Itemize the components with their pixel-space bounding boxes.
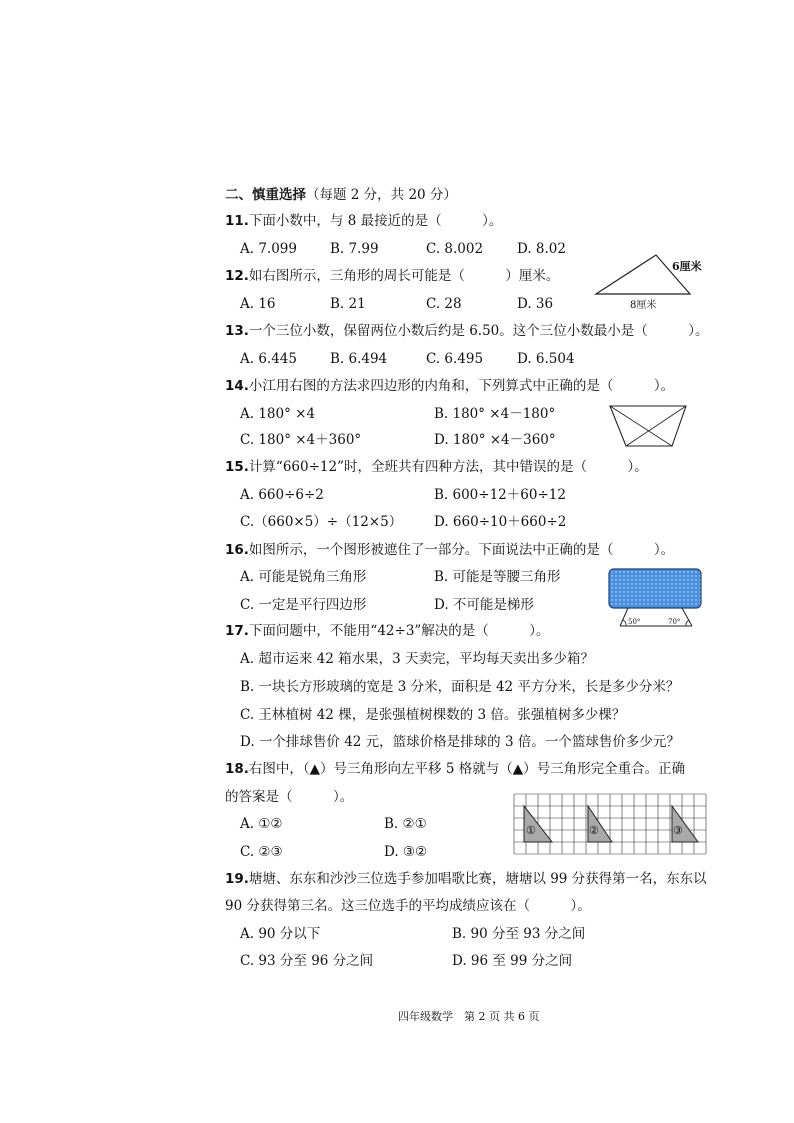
question-11 (225, 212, 502, 230)
option-11-c[interactable]: C. 8.002 (426, 241, 484, 257)
option-14-b[interactable]: B. 180° ×4－180° (434, 406, 556, 422)
question-number: 12. (225, 268, 249, 284)
option-17-c[interactable]: C. 王林植树 42 棵，是张强植树棵数的 3 倍。张强植树多少棵？ (240, 707, 626, 723)
option-17-d[interactable]: D. 一个排球售价 42 元，篮球价格是排球的 3 倍。一个篮球售价多少元？ (240, 734, 680, 750)
quadrilateral-figure (606, 402, 690, 456)
option-13-b[interactable]: B. 6.494 (330, 351, 388, 367)
question-17 (225, 622, 550, 640)
option-18-a[interactable]: A. ①② (240, 816, 283, 832)
question-number: 17. (225, 623, 249, 639)
option-13-a[interactable]: A. 6.445 (240, 351, 297, 367)
quadrilateral-shape (610, 406, 686, 446)
grid-svg (512, 790, 714, 858)
question-19-continued: 90 分获得第三名。这三位选手的平均成绩应该在（ ）。 (225, 898, 591, 914)
triangle-base-label: 8厘米 (630, 300, 657, 311)
option-16-c[interactable]: C. 一定是平行四边形 (240, 597, 367, 613)
angle-arc-right (686, 620, 689, 626)
covered-shape-left-edge (620, 608, 628, 626)
angle-label-right: 70° (668, 618, 681, 626)
option-11-a[interactable]: A. 7.099 (240, 241, 297, 257)
option-11-d[interactable]: D. 8.02 (517, 241, 566, 257)
triangle-label-1: ① (526, 824, 536, 837)
option-15-d[interactable]: D. 660÷10＋660÷2 (434, 514, 567, 530)
question-number: 18. (225, 761, 249, 777)
question-text: 下面小数中，与 8 最接近的是（ ）。 (248, 213, 503, 229)
option-17-a[interactable]: A. 超市运来 42 箱水果，3 天卖完，平均每天卖出多少箱？ (240, 651, 594, 667)
question-18-continued: 的答案是（ ）。 (225, 789, 354, 805)
option-16-d[interactable]: D. 不可能是梯形 (434, 597, 534, 613)
question-text: 小江用右图的方法求四边形的内角和，下列算式中正确的是（ ）。 (248, 378, 675, 394)
quadrilateral-diagonal-2 (626, 406, 686, 446)
option-19-c[interactable]: C. 93 分至 96 分之间 (240, 953, 374, 969)
option-19-d[interactable]: D. 96 至 99 分之间 (452, 953, 573, 969)
section-title: 二、慎重选择 (225, 187, 306, 203)
question-number: 13. (225, 323, 249, 339)
option-13-c[interactable]: C. 6.495 (426, 351, 484, 367)
option-12-b[interactable]: B. 21 (330, 296, 366, 312)
grid-figure (512, 790, 714, 862)
quadrilateral-svg (606, 402, 690, 452)
question-text: 如右图所示，三角形的周长可能是（ ）厘米。 (248, 268, 560, 284)
question-text: 右图中，（▲）号三角形向左平移 5 格就与（▲）号三角形完全重合。正确 (248, 761, 686, 777)
option-17-b[interactable]: B. 一块长方形玻璃的宽是 3 分米，面积是 42 平方分米，长是多少分米？ (240, 679, 680, 695)
triangle-figure (594, 252, 714, 312)
question-text: 一个三位小数，保留两位小数后约是 6.50。这个三位小数最小是（ ）。 (248, 323, 709, 339)
option-15-c[interactable]: C.（660×5）÷（12×5） (240, 514, 403, 530)
option-15-a[interactable]: A. 660÷6÷2 (240, 487, 324, 503)
angle-arc-left (623, 620, 626, 626)
question-text: 塘塘、东东和沙沙三位选手参加唱歌比赛，塘塘以 99 分获得第一名，东东以 (248, 871, 707, 887)
question-16 (225, 541, 674, 559)
triangle-label-3: ③ (673, 824, 683, 837)
option-16-a[interactable]: A. 可能是锐角三角形 (240, 569, 367, 585)
triangle-side-label: 6厘米 (672, 260, 702, 273)
section-header (225, 186, 457, 204)
option-13-d[interactable]: D. 6.504 (517, 351, 575, 367)
cover-rectangle (609, 569, 701, 608)
option-14-a[interactable]: A. 180° ×4 (240, 406, 316, 422)
question-text: 下面问题中，不能用“42÷3”解决的是（ ）。 (248, 623, 550, 639)
covered-shape-right-edge (682, 608, 692, 626)
option-11-b[interactable]: B. 7.99 (330, 241, 379, 257)
question-14 (225, 377, 674, 395)
option-18-b[interactable]: B. ②① (384, 816, 427, 832)
question-number: 11. (225, 213, 249, 229)
option-15-b[interactable]: B. 600÷12＋60÷12 (434, 487, 566, 503)
angle-label-left: 50° (628, 618, 641, 626)
option-18-d[interactable]: D. ③② (384, 844, 428, 860)
covered-shape-figure (606, 566, 706, 636)
section-note: （每题 2 分，共 20 分） (306, 187, 457, 203)
quadrilateral-diagonal-1 (610, 406, 672, 446)
option-12-c[interactable]: C. 28 (426, 296, 462, 312)
question-text: 如图所示，一个图形被遮住了一部分。下面说法中正确的是（ ）。 (248, 542, 675, 558)
covered-shape-svg (606, 566, 706, 632)
option-16-b[interactable]: B. 可能是等腰三角形 (434, 569, 561, 585)
option-12-d[interactable]: D. 36 (517, 296, 554, 312)
option-19-b[interactable]: B. 90 分至 93 分之间 (452, 926, 586, 942)
question-number: 16. (225, 542, 249, 558)
question-number: 19. (225, 871, 249, 887)
question-text: 计算“660÷12”时，全班共有四种方法，其中错误的是（ ）。 (248, 459, 648, 475)
question-18 (225, 760, 685, 778)
question-15 (225, 458, 648, 476)
triangle-label-2: ② (589, 824, 599, 837)
option-14-c[interactable]: C. 180° ×4＋360° (240, 432, 362, 448)
question-19 (225, 870, 707, 888)
option-12-a[interactable]: A. 16 (240, 296, 276, 312)
question-number: 14. (225, 378, 249, 394)
option-14-d[interactable]: D. 180° ×4－360° (434, 432, 556, 448)
option-19-a[interactable]: A. 90 分以下 (240, 926, 321, 942)
option-18-c[interactable]: C. ②③ (240, 844, 283, 860)
question-13 (225, 322, 709, 340)
page-footer: 四年级数学 第 2 页 共 6 页 (398, 1010, 540, 1023)
question-number: 15. (225, 459, 249, 475)
question-12 (225, 267, 559, 285)
